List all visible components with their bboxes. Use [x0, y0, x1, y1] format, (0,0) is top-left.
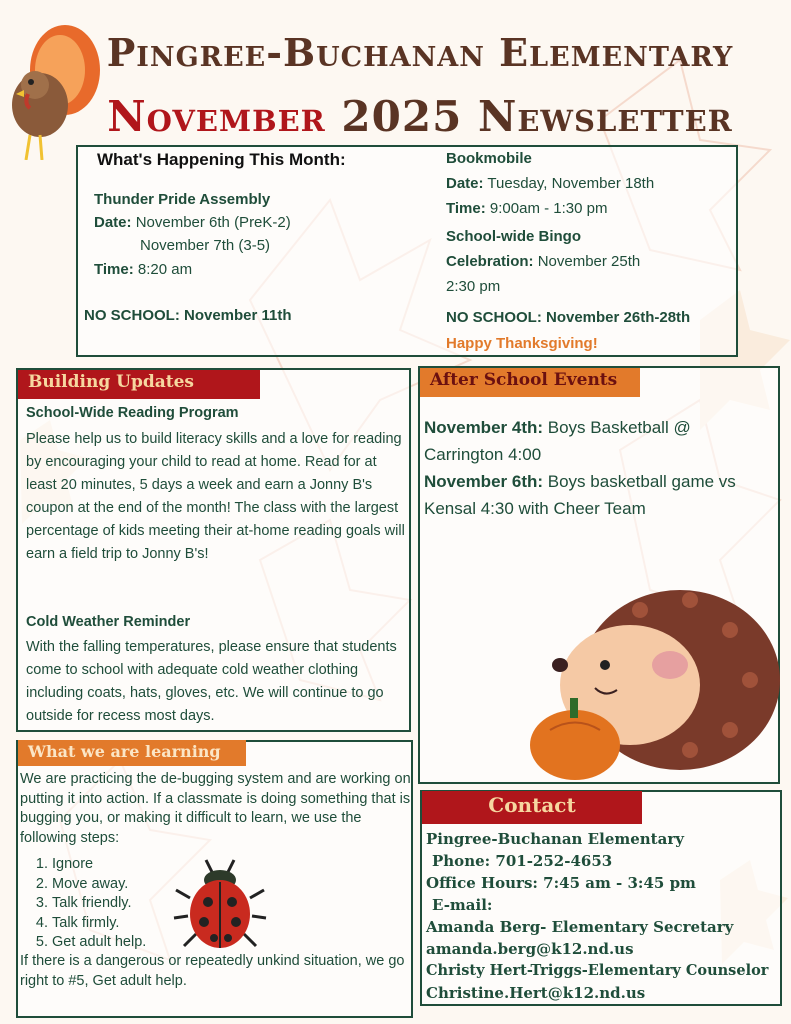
reading-program-title: School-Wide Reading Program [26, 405, 239, 421]
no-school-note: NO SCHOOL: November 11th [84, 307, 292, 324]
ladybug-icon [172, 858, 268, 954]
bookmobile-time: Time: 9:00am - 1:30 pm [446, 200, 608, 217]
debug-steps-list [20, 855, 146, 953]
contact-school: Pingree-Buchanan Elementary [426, 830, 684, 848]
school-title: Pingree-Buchanan Elementary [106, 30, 734, 75]
list-item: 3. Talk friendly. [52, 894, 146, 914]
cold-weather-text: With the falling temperatures, please ensure that students come to school with adequate cold weather clothing including coats, hats, gloves, etc. We will continue to go outside for recess most days. [26, 639, 397, 724]
contact-tag: Contact [422, 791, 642, 824]
cold-weather-title: Cold Weather Reminder [26, 614, 191, 630]
list-item: 1. Ignore [52, 855, 146, 875]
list-item: 5. Get adult help. [52, 933, 146, 953]
assembly-time: Time: 8:20 am [94, 261, 193, 278]
learning-intro: We are practicing the de-bugging system and are working on putting it into action. If a classmate is doing something that is bugging you, or making it difficult to learn, we use the following steps: [20, 771, 411, 846]
event-1: November 4th: Boys Basketball @ Carrington 4:00 [424, 418, 691, 464]
newsletter-title [60, 92, 780, 141]
learning-tag: What we are learning [18, 740, 246, 766]
happening-heading: What's Happening This Month: [97, 150, 346, 169]
learning-outro: If there is a dangerous or repeatedly unkind situation, we go right to #5, Get adult help. [20, 953, 405, 989]
month-label: November [107, 92, 326, 141]
assembly-date-2: November 7th (3-5) [140, 237, 271, 254]
contact-secretary: Amanda Berg- Elementary Secretary [426, 918, 734, 936]
contact-hours: Office Hours: 7:45 am - 3:45 pm [426, 874, 696, 892]
building-updates-tag: Building Updates [18, 370, 260, 399]
bookmobile-date: Date: Tuesday, November 18th [446, 175, 655, 192]
bingo-time: 2:30 pm [446, 278, 501, 295]
assembly-title: Thunder Pride Assembly [94, 191, 271, 208]
no-school-thanksgiving: NO SCHOOL: November 26th-28th Happy Thanksgiving! [446, 309, 691, 352]
contact-phone: Phone: 701-252-4653 [432, 852, 613, 870]
newsletter-label: 2025 Newsletter [341, 92, 733, 141]
bingo-title: School-wide Bingo [446, 228, 581, 245]
bookmobile-title: Bookmobile [446, 150, 532, 167]
list-item: 2. Move away. [52, 875, 146, 895]
secretary-email-link[interactable]: amanda.berg@k12.nd.us [426, 940, 634, 958]
contact-email-label: E-mail: [432, 896, 493, 914]
assembly-date: Date: November 6th (PreK-2) [94, 214, 291, 231]
bingo-date: Celebration: November 25th [446, 253, 641, 270]
after-school-tag: After School Events [420, 368, 640, 397]
event-2: November 6th: Boys basketball game vs Kensal 4:30 with Cheer Team [424, 472, 736, 518]
counselor-email-link[interactable]: Christine.Hert@k12.nd.us [426, 984, 646, 1002]
list-item: 4. Talk firmly. [52, 914, 146, 934]
hedgehog-icon [520, 570, 782, 785]
contact-counselor: Christy Hert-Triggs-Elementary Counselor [426, 962, 769, 979]
reading-program-text: Please help us to build literacy skills and a love for reading by encouraging your child to read at home. Read for at least 20 minutes, 5 days a week and earn a Jonny B's coupon at the end of the month! The class with the largest percentage of kids meeting their at-home reading goals will earn a field trip to Jonny B's! [26, 431, 405, 562]
